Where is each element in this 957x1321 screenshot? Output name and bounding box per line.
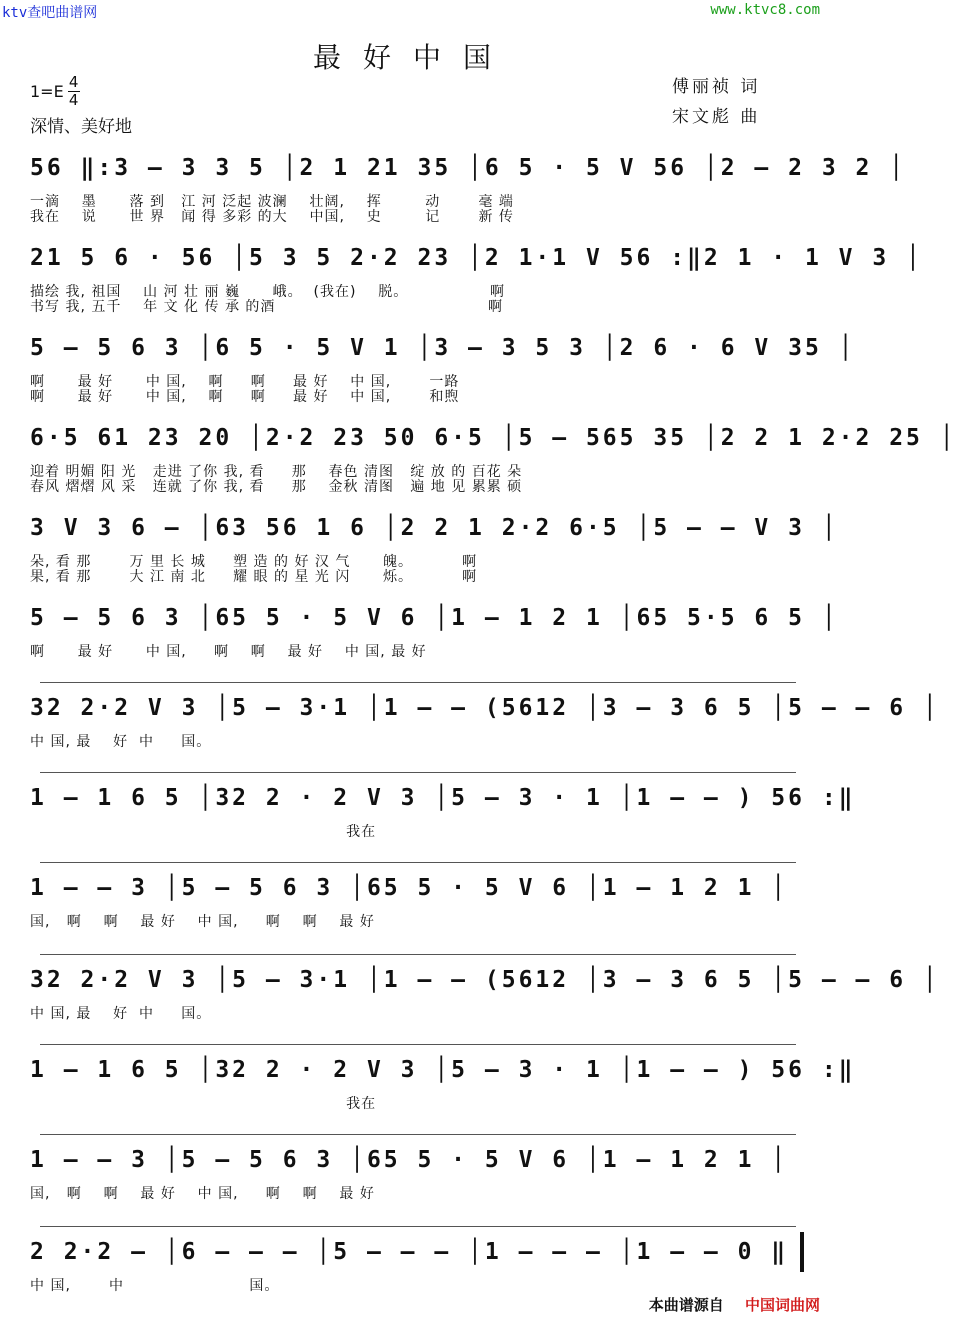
system-divider [40, 1044, 796, 1045]
watermark-right[interactable]: www.ktvc8.com [710, 2, 820, 18]
system-divider [40, 1134, 796, 1135]
lyric-line-2: 我在 说 世 界 闻 得 多彩 的大 中国, 史 记 新 传 [30, 209, 514, 225]
notation-line: 32 2·2 V 3 │5 – 3·1 │1 – – (5612 │3 – 3 6 5 │5 – – 6 │ [30, 967, 940, 993]
time-top: 4 [68, 73, 79, 91]
lyric-line-2: 春风 熠熠 风 采 连就 了你 我, 看 那 金秋 清图 遍 地 见 累累 硕 [30, 479, 523, 495]
lyric-line-1: 我在 [30, 824, 377, 840]
song-title: 最好中国 [312, 41, 513, 74]
final-barline [800, 1232, 804, 1272]
notation-line: 21 5 6 · 56 │5 3 5 2·2 23 │2 1·1 V 56 :‖2 1 · 1 V 3 │ [30, 245, 923, 271]
lyric-line-1: 中 国, 最 好 中 国。 [30, 734, 212, 750]
watermark-left[interactable]: ktv查吧曲谱网 [2, 5, 98, 21]
notation-line: 1 – 1 6 5 │32 2 · 2 V 3 │5 – 3 · 1 │1 – – ) 56 :‖ [30, 785, 856, 811]
notation-line: 2 2·2 – │6 – – – │5 – – – │1 – – – │1 – – 0 ‖ [30, 1239, 789, 1265]
notation-line: 1 – – 3 │5 – 5 6 3 │65 5 · 5 V 6 │1 – 1 2 1 │ [30, 1147, 789, 1173]
lyric-line-1: 迎着 明媚 阳 光 走进 了你 我, 看 那 春色 清图 绽 放 的 百花 朵 [30, 464, 523, 480]
lyric-line-1: 啊 最 好 中 国, 啊 啊 最 好 中 国, 最 好 [30, 644, 427, 660]
lyric-line-1: 一滴 墨 落 到 江 河 泛起 波澜 壮阔, 挥 动 毫 端 [30, 194, 514, 210]
notation-line: 6·5 61 23 20 │2·2 23 50 6·5 │5 – 565 35 │2 2 1 2·2 25 │ [30, 425, 957, 451]
notation-line: 1 – – 3 │5 – 5 6 3 │65 5 · 5 V 6 │1 – 1 2 1 │ [30, 875, 789, 901]
notation-line: 5 – 5 6 3 │65 5 · 5 V 6 │1 – 1 2 1 │65 5·5 6 5 │ [30, 605, 839, 631]
notation-line: 1 – 1 6 5 │32 2 · 2 V 3 │5 – 3 · 1 │1 – – ) 56 :‖ [30, 1057, 856, 1083]
lyric-line-1: 啊 最 好 中 国, 啊 啊 最 好 中 国, 一路 [30, 374, 460, 390]
footer-source-label: 本曲谱源自 [648, 1296, 724, 1314]
footer-source [649, 1294, 820, 1315]
lyric-line-1: 国, 啊 啊 最 好 中 国, 啊 啊 最 好 [30, 914, 375, 930]
lyric-line-1: 描绘 我, 祖国 山 河 壮 丽 巍 峨。 (我在) 脱。 啊 [30, 284, 506, 300]
lyric-line-1: 朵, 看 那 万 里 长 城 塑 造 的 好 汉 气 魄。 啊 [30, 554, 478, 570]
system-divider [40, 682, 796, 683]
key-label: 1=E [30, 82, 64, 101]
notation-line: 5 – 5 6 3 │6 5 · 5 V 1 │3 – 3 5 3 │2 6 · 6 V 35 │ [30, 335, 856, 361]
key-signature [30, 74, 80, 109]
notation-line: 32 2·2 V 3 │5 – 3·1 │1 – – (5612 │3 – 3 6 5 │5 – – 6 │ [30, 695, 940, 721]
lyric-line-1: 中 国, 最 好 中 国。 [30, 1006, 212, 1022]
system-divider [40, 1226, 796, 1227]
lyricist-credit: 傅丽祯 词 [672, 77, 761, 97]
system-divider [40, 772, 796, 773]
lyric-line-2: 书写 我, 五千 年 文 化 传 承 的酒 啊 [30, 299, 503, 315]
system-divider [40, 862, 796, 863]
tempo-marking: 深情、美好地 [30, 117, 132, 137]
footer-source-site[interactable]: 中国词曲网 [744, 1296, 820, 1314]
lyric-line-1: 我在 [30, 1096, 377, 1112]
system-divider [40, 954, 796, 955]
lyric-line-1: 国, 啊 啊 最 好 中 国, 啊 啊 最 好 [30, 1186, 375, 1202]
time-bottom: 4 [68, 91, 79, 109]
lyric-line-1: 中 国, 中 国。 [30, 1278, 280, 1294]
lyric-line-2: 啊 最 好 中 国, 啊 啊 最 好 中 国, 和煦 [30, 389, 460, 405]
lyric-line-2: 果, 看 那 大 江 南 北 耀 眼 的 星 光 闪 烁。 啊 [30, 569, 478, 585]
composer-credit: 宋文彪 曲 [672, 107, 761, 127]
notation-line: 56 ‖:3 – 3 3 5 │2 1 21 35 │6 5 · 5 V 56 │2 – 2 3 2 │ [30, 155, 907, 181]
time-signature [68, 74, 80, 109]
notation-line: 3 V 3 6 – │63 56 1 6 │2 2 1 2·2 6·5 │5 – – V 3 │ [30, 515, 839, 541]
